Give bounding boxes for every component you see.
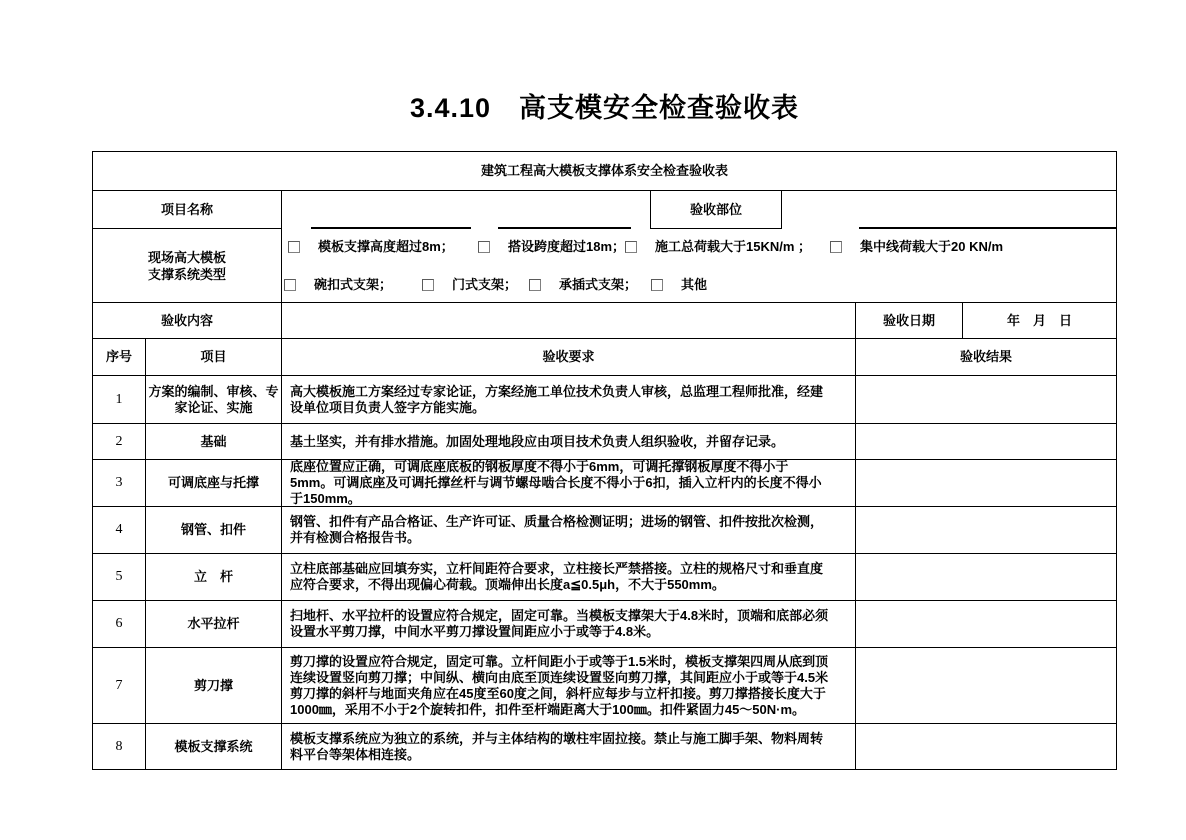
row-item: 剪刀撑: [146, 648, 282, 724]
row-item: 水平拉杆: [146, 601, 282, 648]
type-option-cuplock: [284, 277, 392, 293]
row-requirement: 高大模板施工方案经过专家论证，方案经施工单位技术负责人审核，总监理工程师批准，经建设单位项目负责人签字方能实施。: [282, 376, 856, 424]
checkbox-label: 施工总荷载大于15KN/m ；: [655, 239, 812, 254]
table-row: [93, 507, 1116, 554]
acceptance-content-label: 验收内容: [93, 303, 282, 339]
row-requirement: 模板支撑系统应为独立的系统，并与主体结构的墩柱牢固拉接。禁止与施工脚手架、物料周转料平台等架体相连接。: [282, 724, 856, 769]
checkbox-label: 搭设跨度超过18m；: [508, 239, 626, 254]
header-result: 验收结果: [856, 339, 1116, 376]
type-option-socket: [529, 277, 637, 293]
checkbox-label: 门式支架；: [452, 277, 518, 292]
checkbox-icon[interactable]: [288, 241, 300, 253]
row-no: 1: [93, 376, 146, 424]
type-option-span: [478, 239, 625, 255]
row-requirement: 剪刀撑的设置应符合规定，固定可靠。立杆间距小于或等于1.5米时，模板支撑架四周从底到顶连续设置竖向剪刀撑；中间纵、横向由底至顶连续设置竖向剪刀撑，其间距应小于或等于4.5米剪刀撑的斜杆与地面夹角应在45度至60度之间，斜杆应每步与立杆扣接。剪刀撑搭接长度大于1000㎜，采用不小于2个旋转扣件，扣件至杆端距离大于100㎜。扣件紧固力45～50N·m。: [282, 648, 856, 724]
row-result-cell[interactable]: [856, 601, 1116, 648]
acceptance-table: [92, 151, 1117, 770]
table-row: [93, 554, 1116, 601]
header-item: 项目: [146, 339, 282, 376]
checkbox-icon[interactable]: [529, 279, 541, 291]
system-type-options-cell: [282, 229, 1116, 303]
row-no: 8: [93, 724, 146, 769]
system-type-row: [93, 229, 1116, 303]
table-row: [93, 601, 1116, 648]
row-result-cell[interactable]: [856, 648, 1116, 724]
acceptance-date-value[interactable]: 年 月 日: [963, 303, 1116, 339]
checkbox-label: 碗扣式支架；: [314, 277, 393, 292]
type-option-line-load: [830, 239, 1003, 255]
row-result-cell[interactable]: [856, 424, 1116, 460]
row-no: 6: [93, 601, 146, 648]
project-name-label: 项目名称: [93, 191, 282, 229]
table-row: [93, 724, 1116, 769]
project-name-row: [93, 191, 1116, 229]
checkbox-label: 承插式支架；: [559, 277, 638, 292]
checkbox-label: 其他: [681, 277, 708, 292]
row-item: 基础: [146, 424, 282, 460]
checkbox-icon[interactable]: [651, 279, 663, 291]
acceptance-part-value-cell[interactable]: [782, 191, 1116, 229]
row-requirement: 扫地杆、水平拉杆的设置应符合规定，固定可靠。当模板支撑架大于4.8米时，顶端和底部必须设置水平剪刀撑，中间水平剪刀撑设置间距应小于或等于4.8米。: [282, 601, 856, 648]
row-no: 7: [93, 648, 146, 724]
project-name-value-cell[interactable]: [282, 191, 651, 229]
type-option-door-frame: [422, 277, 517, 293]
checkbox-icon[interactable]: [422, 279, 434, 291]
row-result-cell[interactable]: [856, 460, 1116, 507]
type-option-height: [288, 239, 454, 255]
row-no: 3: [93, 460, 146, 507]
row-no: 2: [93, 424, 146, 460]
acceptance-date-label: 验收日期: [856, 303, 963, 339]
table-title-row: [93, 152, 1116, 191]
checkbox-label: 集中线荷载大于20 KN/m: [860, 239, 1004, 254]
row-result-cell[interactable]: [856, 507, 1116, 554]
checkbox-label: 模板支撑高度超过8m；: [318, 239, 454, 254]
acceptance-content-value-cell[interactable]: [282, 303, 856, 339]
header-requirement: 验收要求: [282, 339, 856, 376]
checkbox-icon[interactable]: [625, 241, 637, 253]
row-item: 方案的编制、审核、专家论证、实施: [146, 376, 282, 424]
row-requirement: 底座位置应正确，可调底座底板的钢板厚度不得小于6mm，可调托撑钢板厚度不得小于5mm。可调底座及可调托撑丝杆与调节螺母啮合长度不得小于6扣，插入立杆内的长度不得小于150mm。: [282, 460, 856, 507]
table-title: 建筑工程高大模板支撑体系安全检查验收表: [93, 152, 1116, 191]
row-result-cell[interactable]: [856, 554, 1116, 601]
header-row: [93, 339, 1116, 376]
row-item: 钢管、扣件: [146, 507, 282, 554]
system-type-label: [93, 229, 282, 303]
type-option-total-load: [625, 239, 811, 255]
acceptance-content-row: [93, 303, 1116, 339]
row-requirement: 立柱底部基础应回填夯实，立杆间距符合要求，立柱接长严禁搭接。立柱的规格尺寸和垂直度应符合要求，不得出现偏心荷载。顶端伸出长度a≦0.5μh，不大于550mm。: [282, 554, 856, 601]
acceptance-part-label: 验收部位: [651, 191, 782, 229]
row-item: 可调底座与托撑: [146, 460, 282, 507]
checkbox-icon[interactable]: [830, 241, 842, 253]
row-requirement: 钢管、扣件有产品合格证、生产许可证、质量合格检测证明；进场的钢管、扣件按批次检测，并有检测合格报告书。: [282, 507, 856, 554]
row-result-cell[interactable]: [856, 376, 1116, 424]
page-title: 3.4.10 高支模安全检查验收表: [409, 93, 800, 123]
table-row: [93, 648, 1116, 724]
header-no: 序号: [93, 339, 146, 376]
row-no: 5: [93, 554, 146, 601]
table-row: [93, 376, 1116, 424]
table-row: [93, 424, 1116, 460]
row-no: 4: [93, 507, 146, 554]
row-requirement: 基土坚实，并有排水措施。加固处理地段应由项目技术负责人组织验收，并留存记录。: [282, 424, 856, 460]
system-type-label-line1: 现场高大模板: [147, 249, 226, 265]
checkbox-icon[interactable]: [478, 241, 490, 253]
type-option-other: [651, 277, 707, 293]
row-item: 模板支撑系统: [146, 724, 282, 769]
system-type-label-line2: 支撑系统类型: [147, 266, 226, 282]
row-item: 立 杆: [146, 554, 282, 601]
row-result-cell[interactable]: [856, 724, 1116, 769]
table-row: [93, 460, 1116, 507]
checkbox-icon[interactable]: [284, 279, 296, 291]
